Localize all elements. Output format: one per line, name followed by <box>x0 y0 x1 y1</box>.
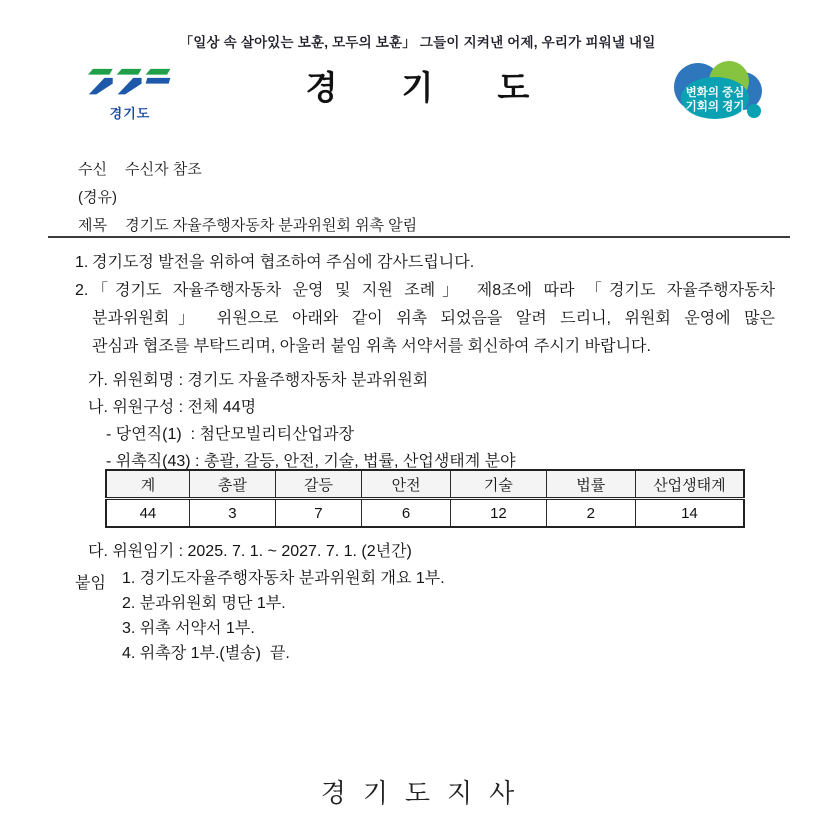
paragraph-1-number: 1. <box>75 254 89 271</box>
subject-line <box>78 214 417 235</box>
table-header-cell: 안전 <box>361 470 450 499</box>
gyeonggi-emblem <box>670 60 766 131</box>
attachment-item: 3. 위촉 서약서 1부. <box>122 620 255 637</box>
table-value-cell: 12 <box>451 499 546 528</box>
gyeonggi-emblem-icon <box>670 60 766 126</box>
campaign-slogan: 「일상 속 살아있는 보훈, 모두의 보훈」 그들이 지켜낸 어제, 우리가 피워낼 내일 <box>179 35 656 50</box>
paragraph-2 <box>75 277 775 361</box>
recipient-value: 수신자 참조 <box>125 161 202 178</box>
org-title: 경기도 <box>305 69 594 106</box>
paragraph-1-text: 경기도정 발전을 위하여 협조하여 주심에 감사드립니다. <box>92 254 475 271</box>
attachment-item: 4. 위촉장 1부.(별송) 끝. <box>122 645 290 662</box>
via-line <box>78 186 117 207</box>
subject-underline-rule <box>48 236 790 238</box>
item-committee-composition: 나. 위원구성 : 전체 44명 <box>88 399 257 416</box>
item-committee-name: 가. 위원회명 : 경기도 자율주행자동차 분과위원회 <box>88 372 429 389</box>
table-header-cell: 계 <box>106 470 189 499</box>
table-value-cell: 7 <box>275 499 361 528</box>
member-composition-table <box>105 469 745 528</box>
subject-label: 제목 <box>78 217 107 234</box>
item-member-term: 다. 위원임기 : 2025. 7. 1. ~ 2027. 7. 1. (2년간) <box>88 543 412 560</box>
item-appointed-members: - 위촉직(43) : 총괄, 갈등, 안전, 기술, 법률, 산업생태계 분야 <box>106 453 516 470</box>
logo-caption: 경기도 <box>109 106 151 121</box>
table-value-cell: 44 <box>106 499 189 528</box>
table-value-row <box>106 499 744 528</box>
table-header-cell: 산업생태계 <box>635 470 744 499</box>
governor-signature: 경기도지사 <box>320 778 532 808</box>
paragraph-1 <box>75 249 474 277</box>
table-header-cell: 갈등 <box>275 470 361 499</box>
subject-value: 경기도 자율주행자동차 분과위원회 위촉 알림 <box>125 217 418 234</box>
item-exofficio-members: - 당연직(1) : 첨단모빌리티산업과장 <box>106 426 355 443</box>
attachments-block <box>75 570 445 670</box>
via-value: (경유) <box>78 189 117 206</box>
table-value-cell: 6 <box>361 499 450 528</box>
paragraph-2-line1: 「경기도 자율주행자동차 운영 및 지원 조례」 제8조에 따라 「경기도 자율주행자동차 <box>92 282 775 299</box>
table-value-cell: 14 <box>635 499 744 528</box>
table-header-cell: 총괄 <box>189 470 275 499</box>
paragraph-2-number: 2. <box>75 282 89 299</box>
paragraph-2-line3: 관심과 협조를 부탁드리며, 아울러 붙임 위촉 서약서를 회신하여 주시기 바랍니다. <box>92 338 651 355</box>
paragraph-2-line2: 분과위원회」 위원으로 아래와 같이 위촉 되었음을 알려 드리니, 위원회 운영에 많은 <box>92 310 775 327</box>
emblem-text-line2: 기회의 경기 <box>685 101 745 113</box>
table-value-cell: 3 <box>189 499 275 528</box>
attachment-item: 1. 경기도자율주행자동차 분과위원회 개요 1부. <box>122 570 445 587</box>
attachments-label: 붙임 <box>75 575 106 592</box>
recipient-label: 수신 <box>78 161 107 178</box>
emblem-text-line1: 변화의 중심 <box>685 87 745 99</box>
attachment-item: 2. 분과위원회 명단 1부. <box>122 595 286 612</box>
signature-row <box>0 773 835 810</box>
table-header-cell: 기술 <box>451 470 546 499</box>
table-value-cell: 2 <box>546 499 635 528</box>
recipient-line <box>78 158 202 179</box>
table-header-cell: 법률 <box>546 470 635 499</box>
table-header-row <box>106 470 744 499</box>
